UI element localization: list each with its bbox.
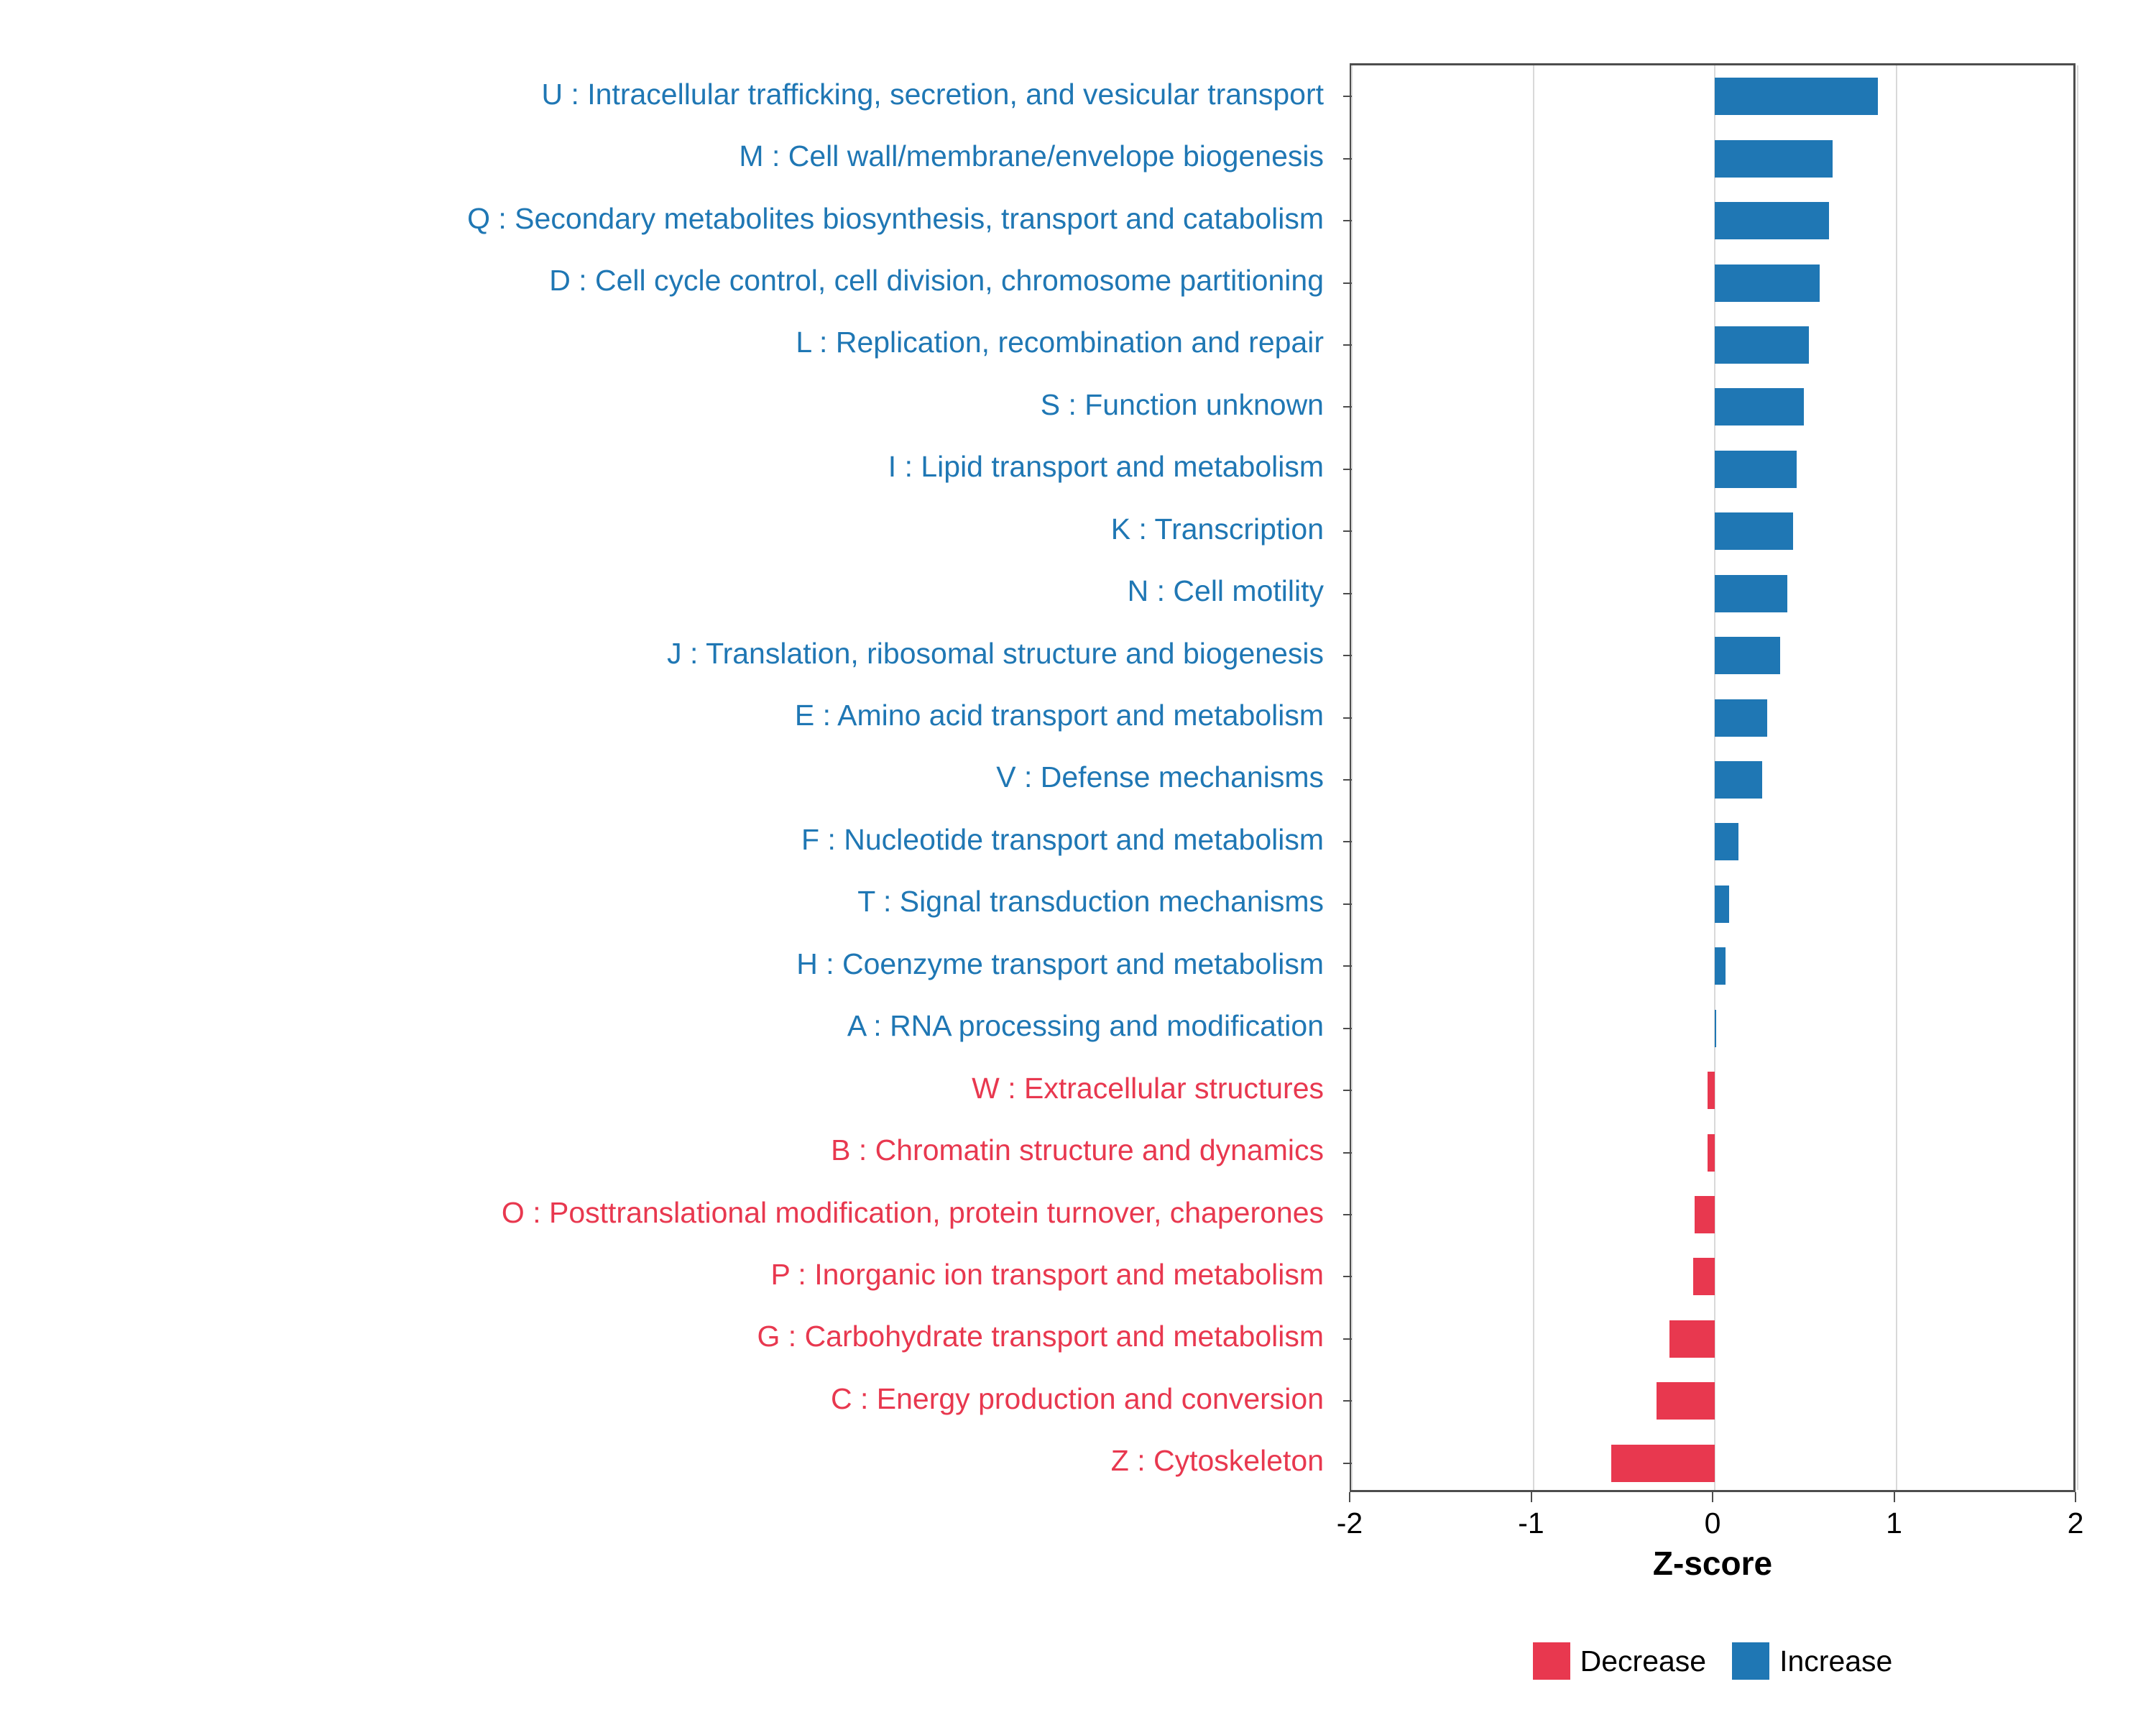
y-axis-tick	[1343, 1214, 1352, 1215]
bar[interactable]	[1715, 699, 1767, 737]
bar[interactable]	[1715, 947, 1726, 985]
bar[interactable]	[1715, 140, 1833, 178]
bar-row	[1352, 1184, 2073, 1246]
y-axis-label: B : Chromatin structure and dynamics	[831, 1133, 1324, 1167]
y-axis-label: P : Inorganic ion transport and metabolism	[770, 1257, 1324, 1291]
bar[interactable]	[1715, 1010, 1716, 1047]
bar-row	[1352, 190, 2073, 252]
bar-row	[1352, 438, 2073, 500]
bar-row	[1352, 873, 2073, 935]
y-axis-label: A : RNA processing and modification	[847, 1009, 1324, 1043]
y-axis-label: W : Extracellular structures	[972, 1071, 1324, 1105]
bar[interactable]	[1693, 1258, 1715, 1295]
bar-row	[1352, 1059, 2073, 1121]
y-axis-label: Q : Secondary metabolites biosynthesis, transport and catabolism	[467, 201, 1324, 235]
bar[interactable]	[1715, 451, 1797, 488]
y-axis-label: M : Cell wall/membrane/envelope biogenesis	[739, 139, 1324, 173]
bar-row	[1352, 1246, 2073, 1307]
bar-row	[1352, 127, 2073, 189]
legend-item[interactable]	[1533, 1642, 1706, 1680]
y-axis-tick	[1343, 406, 1352, 408]
y-axis-label: U : Intracellular trafficking, secretion, and vesicular transport	[541, 77, 1324, 111]
x-axis-tick	[1894, 1492, 1895, 1502]
x-axis-tick	[1712, 1492, 1713, 1502]
y-axis-tick	[1343, 344, 1352, 346]
y-axis-tick	[1343, 1090, 1352, 1091]
bar[interactable]	[1715, 326, 1809, 364]
bar-row	[1352, 376, 2073, 438]
bar[interactable]	[1715, 512, 1793, 550]
bar-row	[1352, 1121, 2073, 1183]
legend-swatch	[1732, 1642, 1769, 1680]
y-axis-tick	[1343, 220, 1352, 221]
bar[interactable]	[1715, 575, 1787, 612]
bar[interactable]	[1669, 1320, 1715, 1358]
bar[interactable]	[1715, 202, 1829, 239]
y-axis-tick	[1343, 1400, 1352, 1402]
bar-row	[1352, 749, 2073, 811]
bar-row	[1352, 1308, 2073, 1370]
y-axis-label: F : Nucleotide transport and metabolism	[801, 822, 1324, 856]
bar[interactable]	[1715, 823, 1738, 860]
y-axis-label: L : Replication, recombination and repair	[796, 326, 1324, 359]
y-axis-tick	[1343, 469, 1352, 470]
x-axis-tick-label: 2	[2067, 1506, 2084, 1540]
legend-label: Decrease	[1580, 1644, 1707, 1678]
gridline	[2077, 65, 2078, 1490]
y-axis-tick	[1343, 1028, 1352, 1029]
y-axis-tick	[1343, 1152, 1352, 1154]
bar[interactable]	[1715, 264, 1820, 302]
y-axis-label: O : Posttranslational modification, protein turnover, chaperones	[501, 1195, 1324, 1229]
y-axis-tick	[1343, 282, 1352, 284]
y-axis-tick	[1343, 965, 1352, 967]
x-axis-tick-label: -1	[1518, 1506, 1544, 1540]
y-axis-tick	[1343, 655, 1352, 656]
legend-label: Increase	[1779, 1644, 1893, 1678]
legend-swatch	[1533, 1642, 1570, 1680]
y-axis-label: K : Transcription	[1110, 512, 1324, 546]
x-axis-tick	[1531, 1492, 1532, 1502]
bar-row	[1352, 1370, 2073, 1432]
y-axis-label: H : Coenzyme transport and metabolism	[796, 947, 1324, 980]
y-axis-label: I : Lipid transport and metabolism	[888, 450, 1324, 484]
bar-row	[1352, 935, 2073, 997]
y-axis-category-labels	[0, 63, 1341, 1492]
y-axis-tick	[1343, 841, 1352, 842]
x-axis-tick-label: 0	[1704, 1506, 1721, 1540]
y-axis-tick	[1343, 1276, 1352, 1277]
y-axis-tick	[1343, 779, 1352, 781]
y-axis-tick	[1343, 158, 1352, 160]
x-axis-tick-label: -2	[1336, 1506, 1363, 1540]
bar[interactable]	[1715, 761, 1762, 799]
legend-item[interactable]	[1732, 1642, 1892, 1680]
y-axis-label: J : Translation, ribosomal structure and biogenesis	[667, 636, 1324, 670]
y-axis-label: G : Carbohydrate transport and metabolism	[757, 1320, 1324, 1353]
bar[interactable]	[1708, 1072, 1715, 1109]
bar-row	[1352, 314, 2073, 376]
y-axis-tick	[1343, 903, 1352, 905]
y-axis-label: S : Function unknown	[1040, 387, 1324, 421]
bar[interactable]	[1715, 78, 1878, 115]
bar[interactable]	[1715, 886, 1729, 923]
y-axis-label: C : Energy production and conversion	[830, 1381, 1324, 1415]
bar-rows	[1352, 65, 2073, 1490]
bar-row	[1352, 625, 2073, 686]
y-axis-tick	[1343, 1463, 1352, 1464]
x-axis-tick	[1349, 1492, 1350, 1502]
y-axis-label: N : Cell motility	[1127, 574, 1324, 608]
bar-row	[1352, 562, 2073, 624]
bar[interactable]	[1708, 1134, 1715, 1172]
plot-panel	[1350, 63, 2076, 1492]
bar[interactable]	[1715, 637, 1780, 674]
bar[interactable]	[1695, 1196, 1715, 1233]
bar-row	[1352, 998, 2073, 1059]
bar[interactable]	[1715, 388, 1804, 426]
y-axis-tick	[1343, 593, 1352, 594]
y-axis-label: E : Amino acid transport and metabolism	[794, 699, 1324, 732]
bar-row	[1352, 500, 2073, 562]
bar[interactable]	[1657, 1382, 1715, 1420]
y-axis-label: V : Defense mechanisms	[996, 760, 1324, 794]
bar-row	[1352, 686, 2073, 748]
y-axis-tick	[1343, 96, 1352, 97]
y-axis-tick	[1343, 1338, 1352, 1340]
y-axis-tick	[1343, 717, 1352, 719]
chart-legend	[1350, 1642, 2076, 1680]
y-axis-label: T : Signal transduction mechanisms	[857, 885, 1324, 919]
x-axis-tick-label: 1	[1886, 1506, 1902, 1540]
bar[interactable]	[1611, 1445, 1715, 1482]
y-axis-label: Z : Cytoskeleton	[1110, 1444, 1324, 1478]
bar-row	[1352, 65, 2073, 127]
bar-row	[1352, 252, 2073, 313]
x-axis-tick	[2075, 1492, 2076, 1502]
bar-row	[1352, 811, 2073, 873]
y-axis-tick	[1343, 530, 1352, 532]
y-axis-label: D : Cell cycle control, cell division, chromosome partitioning	[549, 264, 1324, 297]
x-axis-title: Z-score	[1652, 1545, 1773, 1582]
bar-row	[1352, 1432, 2073, 1494]
